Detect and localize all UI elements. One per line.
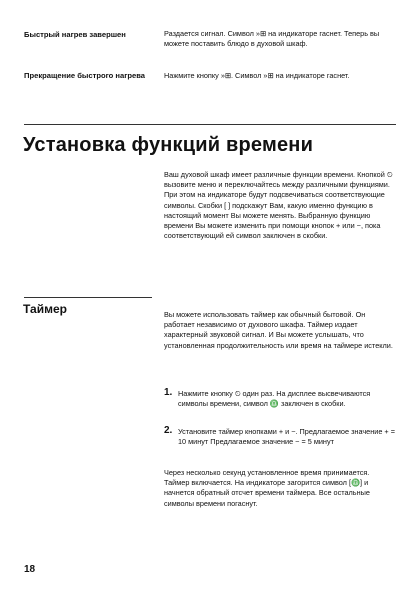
timer-intro: Вы можете использовать таймер как обычный бытовой. Он работает независимо от духового шкафа. Таймер издает характерный звуковой сигнал. И Вы можете услышать, что установленная продолжительность или время на таймере истекли. (164, 310, 393, 350)
row-text-quick-heat-done: Раздается сигнал. Символ »⊞ на индикаторе гаснет. Теперь вы можете поставить блюдо в духовой шкаф. (164, 29, 380, 49)
timer-outro: Через несколько секунд установленное время принимается. Таймер включается. На индикаторе загорится символ [♎] и начнется обратный отсчет времени таймера. Все остальные символы времени погаснут. (164, 468, 370, 508)
step-text: Установите таймер кнопками + и −. Предлагаемое значение + = 10 минут Предлагаемое значение − = 5 минут (178, 427, 395, 447)
section-divider (24, 124, 396, 125)
row-label-quick-heat-done: Быстрый нагрев завершен (24, 30, 126, 39)
row-label-quick-heat-stop: Прекращение быстрого нагрева (24, 71, 146, 80)
page-number: 18 (24, 564, 36, 575)
step-number: 2. (164, 425, 173, 436)
section-intro: Ваш духовой шкаф имеет различные функции времени. Кнопкой ⏲ вызовите меню и переключайтесь между различными функциями. При этом на индикаторе будут подсвечиваться соответствующие символы. Скобки [ ] подскажут Вам, какую именно функцию в настоящий момент Вы можете менять. Выбранную функцию времени Вы можете изменить при помощи кнопок + или −, пока соответствующий ей символ заключен в скобки. (164, 170, 393, 241)
row-text-quick-heat-stop: Нажмите кнопку »⊞. Символ »⊞ на индикаторе гаснет. (164, 71, 350, 80)
timer-title: Таймер (23, 302, 67, 316)
section-title: Установка функций времени (23, 134, 314, 156)
timer-divider (24, 297, 152, 298)
step-number: 1. (164, 387, 173, 398)
step-text: Нажмите кнопку ⏲ один раз. На дисплее высвечиваются символы времени, символ ♎ заключен в скобки. (178, 389, 371, 409)
timer-step-2 (164, 427, 396, 447)
timer-step-1 (164, 389, 396, 409)
